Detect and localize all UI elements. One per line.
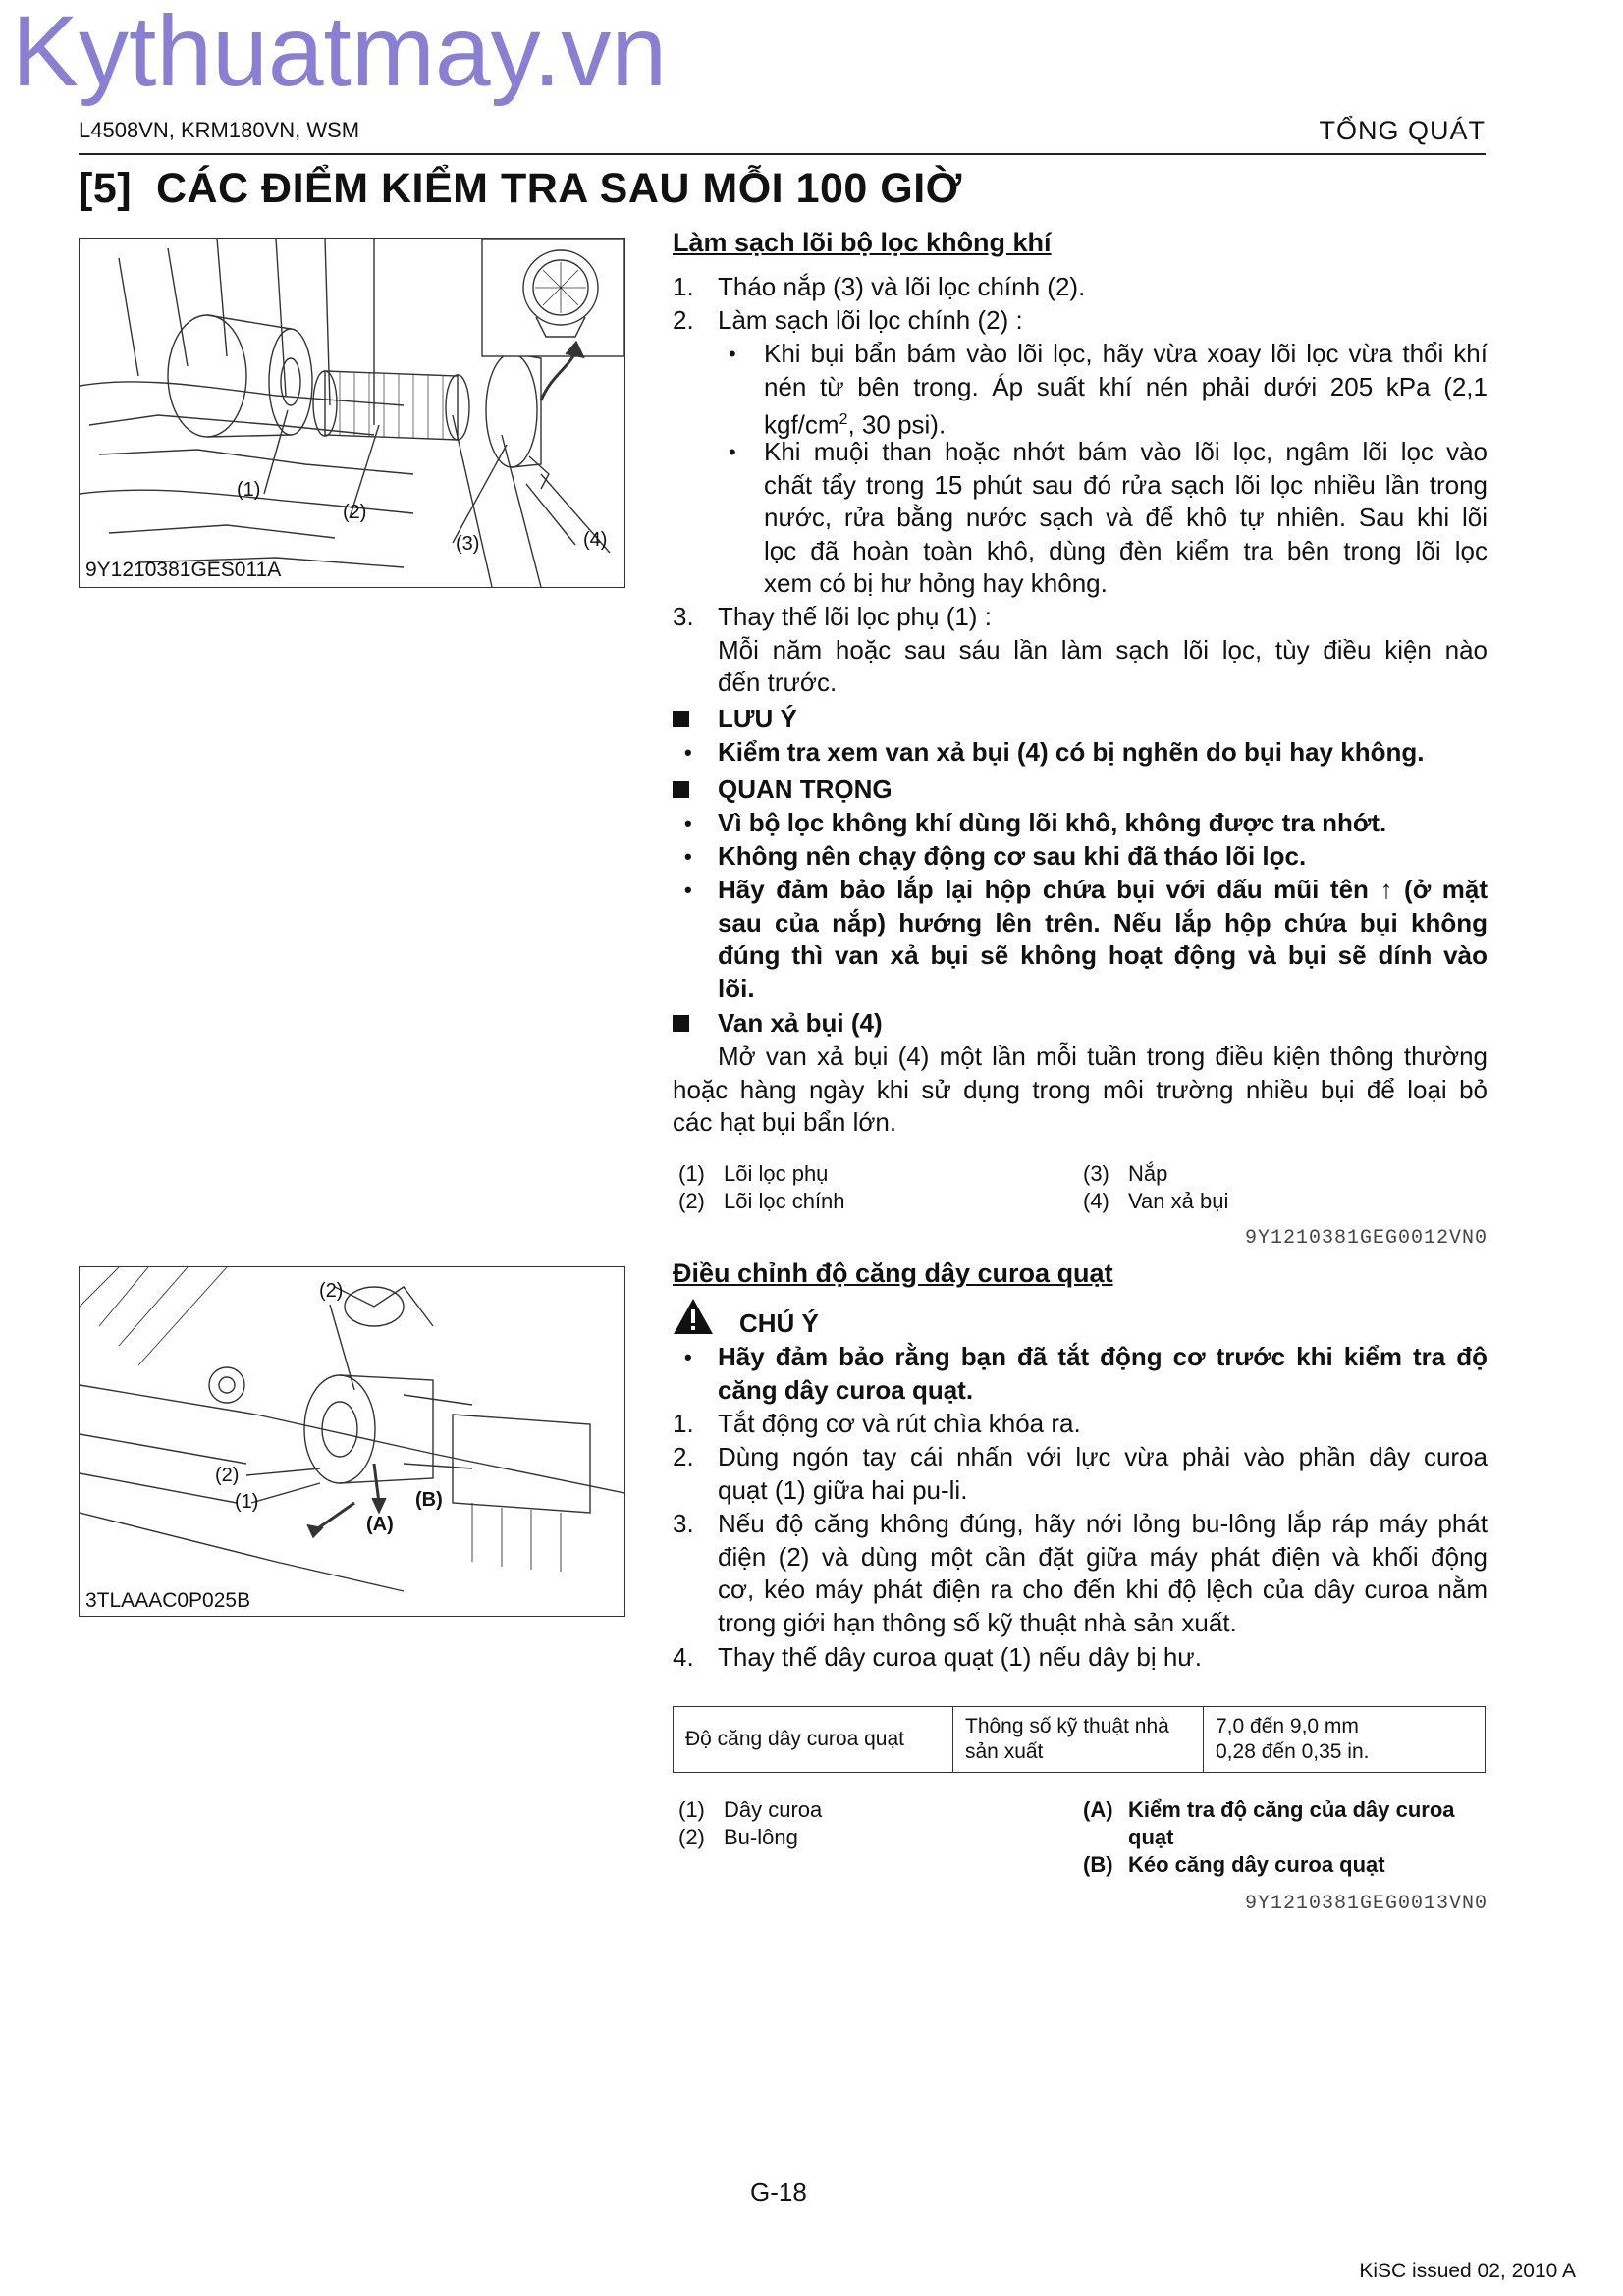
fan-belt-figure — [79, 1266, 625, 1617]
watermark: Kythuatmay.vn — [12, 0, 668, 107]
doc-code: 9Y1210381GEG0013VN0 — [1244, 1893, 1488, 1915]
step-number: 3. — [673, 1509, 694, 1538]
issued-note: KiSC issued 02, 2010 A — [1359, 2260, 1576, 2282]
callout-3: (3) — [456, 533, 480, 555]
bullet-line: lọc đã hoàn toàn khô, dùng đèn kiểm tra bên trong lõi lọc — [764, 535, 1488, 565]
step-number: 3. — [673, 602, 694, 631]
spec-label: Thông số kỹ thuật nhà sản xuất — [953, 1707, 1204, 1773]
bullet-dot: • — [729, 440, 736, 464]
callout-2: (2) — [215, 1465, 240, 1486]
bullet-line: nén từ bên trong. Áp suất khí nén phải dưới 205 kPa (2,1 — [764, 371, 1488, 401]
header-rule — [79, 153, 1486, 155]
bullet-dot: • — [684, 740, 692, 765]
step-text: Thay thế lõi lọc phụ (1) : — [718, 602, 992, 631]
bullet-dot: • — [684, 811, 692, 835]
callout-2-top: (2) — [319, 1280, 344, 1302]
step-number: 4. — [673, 1642, 694, 1672]
belt-tension-spec-table — [673, 1706, 1486, 1773]
fan-belt-illustration — [80, 1267, 624, 1616]
warning-triangle-icon — [673, 1298, 714, 1335]
step-text: Tắt động cơ và rút chìa khóa ra. — [718, 1409, 1081, 1438]
fan-belt-legend: (1) Dây curoa (2) Bu-lông (A) Kiểm tra độ căng của dây curoa quạt (B) Kéo căng dây curoa quạt — [678, 1797, 1455, 1877]
section-title: Làm sạch lõi bộ lọc không khí — [673, 228, 1052, 257]
step-number: 1. — [673, 272, 694, 301]
step-text: Thay thế dây curoa quạt (1) nếu dây bị hư. — [718, 1642, 1202, 1672]
callout-a: (A) — [366, 1514, 394, 1535]
header-section: TỔNG QUÁT — [1319, 116, 1486, 145]
section-title: Điều chỉnh độ căng dây curoa quạt — [673, 1258, 1113, 1288]
step-number: 1. — [673, 1409, 694, 1438]
air-filter-section: Làm sạch lõi bộ lọc không khí 1. Tháo nắp (3) và lõi lọc chính (2). 2. Làm sạch lõi lọc chính (2) : • Khi bụi bẩn bám vào lõi lọc, hãy vừa xoay lõi lọc vừa thổi khí nén từ bên trong. Áp suất khí nén phải dưới 205 kPa (2,1 kgf/$cm^2$, 30 psi). • Khi muội than hoặc nhớt bám vào lõi lọc, ngâm lõi lọc vào chất tẩy trong 15 phút sau đó rửa sạch lõi lọc nhiều lần trong nước, rửa bằng nước sạch và để khô tự nhiên. Sau khi lõi lọc đã hoàn toàn khô, dùng đèn kiểm tra bên trong lõi lọc xem có bị hư hỏng hay không. 3. Thay thế lõi lọc phụ (1) : Mỗi năm hoặc sau sáu lần làm sạch lõi lọc, tùy điều kiện nào đến trước. LƯU Ý • Kiểm tra xem van xả bụi (4) có bị nghẽn do bụi hay không. QUAN TRỌNG • Vì bộ lọc không khí dùng lõi khô, không được tra nhớt. • Không nên chạy động cơ sau khi đã tháo lõi lọc. • Hãy đảm bảo lắp lại hộp chứa bụi với dấu mũi tên ↑ (ở mặt sau của nắp) hướng lên trên. Nếu lắp hộp chứa bụi không đúng thì van xả bụi sẽ không hoạt động và bụi sẽ dính vào lõi. Van xả bụi (4) Mở van xả bụi (4) một lần mỗi tuần trong điều kiện thông thường hoặc hàng ngày khi sử dụng trong môi trường nhiều bụi để loại bỏ các hạt bụi bẩn lớn. (1) Lõi lọc phụ (2) Lõi lọc chính (3) Nắp (4) Van xả bụi 9Y1210381GEG0012VN0 — [673, 228, 1488, 1250]
callout-b: (B) — [415, 1489, 443, 1511]
bullet-dot: • — [684, 844, 692, 869]
callout-4: (4) — [583, 529, 608, 551]
step-detail: đến trước. — [718, 667, 838, 697]
spec-value: 7,0 đến 9,0 mm 0,28 đến 0,35 in. — [1204, 1707, 1486, 1773]
bullet-line: nước, rửa bằng nước sạch và để khô tự nhiên. Sau khi lõi — [764, 503, 1488, 532]
bullet-line: Khi muội than hoặc nhớt bám vào lõi lọc, ngâm lõi lọc vào — [764, 437, 1488, 466]
bullet-dot: • — [729, 342, 736, 366]
callout-2: (2) — [343, 502, 367, 523]
bullet-line: chất tẩy trong 15 phút sau đó rửa sạch lõi lọc nhiều lần trong — [764, 469, 1488, 500]
step-text: Làm sạch lõi lọc chính (2) : — [718, 305, 1023, 335]
bullet-dot: • — [684, 878, 692, 902]
bullet-line: xem có bị hư hỏng hay không. — [764, 568, 1108, 598]
valve-text: Mở van xả bụi (4) một lần mỗi tuần trong điều kiện thông thường hoặc hàng ngày khi sử dụng trong môi trường nhiều bụi để loại bỏ các hạt bụi bẩn lớn. — [673, 1041, 1488, 1137]
doc-code: 9Y1210381GEG0012VN0 — [1244, 1227, 1488, 1250]
square-bullet-icon — [673, 781, 689, 798]
figure-id: 3TLAAAC0P025B — [85, 1589, 251, 1612]
air-filter-legend: (1) Lõi lọc phụ (2) Lõi lọc chính (3) Nắp (4) Van xả bụi — [678, 1161, 1229, 1213]
bullet-dot: • — [684, 1345, 692, 1369]
square-bullet-icon — [673, 1015, 689, 1032]
air-filter-figure — [79, 238, 625, 588]
bullet-line: Khi bụi bẩn bám vào lõi lọc, hãy vừa xoay lõi lọc vừa thổi khí — [764, 339, 1488, 368]
step-text: Tháo nắp (3) và lõi lọc chính (2). — [718, 272, 1086, 301]
callout-1: (1) — [237, 479, 261, 501]
step-detail: Mỗi năm hoặc sau sáu lần làm sạch lõi lọc, tùy điều kiện nào — [718, 634, 1488, 665]
step-number: 2. — [673, 305, 694, 335]
callout-1: (1) — [235, 1491, 259, 1513]
table-row — [674, 1707, 1486, 1773]
page-title: [5] CÁC ĐIỂM KIỂM TRA SAU MỖI 100 GIỜ — [79, 165, 962, 212]
fan-belt-section: Điều chỉnh độ căng dây curoa quạt CHÚ Ý • Hãy đảm bảo rằng bạn đã tắt động cơ trước khi kiểm tra độ căng dây curoa quạt. 1. Tắt động cơ và rút chìa khóa ra. 2. Dùng ngón tay cái nhấn với lực vừa phải vào phần dây curoa quạt (1) giữa hai pu-li. 3. Nếu độ căng không đúng, hãy nới lỏng bu-lông lắp ráp máy phát điện (2) và dùng một cần đặt giữa máy phát điện và khối động cơ, kéo máy phát điện ra cho đến khi độ lệch của dây curoa nằm trong giới hạn thông số kỹ thuật nhà sản xuất. 4. Thay thế dây curoa quạt (1) nếu dây bị hư. Độ căng dây curoa quạt Thông số kỹ thuật nhà sản xuất 7,0 đến 9,0 mm 0,28 đến 0,35 in. (1) Dây curoa (2) Bu-lông (A) Kiểm tra độ căng của dây curoa quạt (B) Kéo căng dây curoa quạt 9Y1210381GEG0013VN0 — [673, 1258, 1488, 1915]
spec-item: Độ căng dây curoa quạt — [674, 1707, 953, 1773]
step-number: 2. — [673, 1442, 694, 1471]
header-model: L4508VN, KRM180VN, WSM — [79, 118, 360, 142]
figure-id: 9Y1210381GES011A — [85, 559, 282, 581]
square-bullet-icon — [673, 711, 689, 727]
page-number: G-18 — [750, 2177, 807, 2207]
air-filter-illustration — [80, 239, 624, 587]
bullet-line: kgf/$cm^2$, 30 psi). — [764, 409, 947, 440]
